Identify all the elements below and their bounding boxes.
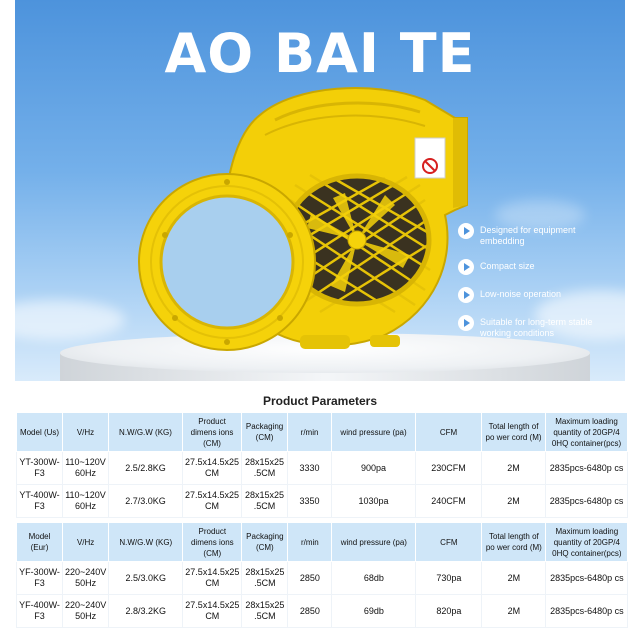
table-cell: 820pa xyxy=(416,595,482,628)
table-cell: 27.5x14.5x25 CM xyxy=(183,452,242,485)
table-cell: YF-300W-F3 xyxy=(17,562,63,595)
header-cell: N.W/G.W (KG) xyxy=(109,523,183,562)
table-cell: 900pa xyxy=(332,452,416,485)
table-cell: 2M xyxy=(482,595,546,628)
table-cell: 220~240V 50Hz xyxy=(63,595,109,628)
feature-list xyxy=(458,222,620,350)
header-cell: wind pressure (pa) xyxy=(332,523,416,562)
brand-title: AO BAI TE xyxy=(164,22,476,85)
feature-item xyxy=(458,258,620,275)
table-cell: 27.5x14.5x25 CM xyxy=(183,595,242,628)
table-row xyxy=(17,595,628,628)
table-cell: 730pa xyxy=(416,562,482,595)
table-cell: 230CFM xyxy=(416,452,482,485)
table-row xyxy=(17,485,628,518)
header-cell: Total length of po wer cord (M) xyxy=(482,413,546,452)
table-row xyxy=(17,452,628,485)
table-header-row xyxy=(17,413,628,452)
header-cell: CFM xyxy=(416,413,482,452)
play-icon xyxy=(458,259,474,275)
table-cell: 28x15x25 .5CM xyxy=(242,452,288,485)
header-cell: Model (Eur) xyxy=(17,523,63,562)
header-cell: wind pressure (pa) xyxy=(332,413,416,452)
table-header-row xyxy=(17,523,628,562)
table-cell: 2M xyxy=(482,562,546,595)
table-cell: 2835pcs-6480p cs xyxy=(546,595,628,628)
table-cell: 110~120V 60Hz xyxy=(63,452,109,485)
play-icon xyxy=(458,287,474,303)
table-cell: 3350 xyxy=(288,485,332,518)
table-cell: 2835pcs-6480p cs xyxy=(546,562,628,595)
header-cell: Total length of po wer cord (M) xyxy=(482,523,546,562)
table-row xyxy=(17,562,628,595)
header-cell: V/Hz xyxy=(63,413,109,452)
parameters-table-us xyxy=(16,412,628,518)
feature-text: Low-noise operation xyxy=(480,289,562,299)
table-cell: 1030pa xyxy=(332,485,416,518)
table-cell: 2.7/3.0KG xyxy=(109,485,183,518)
table-cell: 2.5/2.8KG xyxy=(109,452,183,485)
header-cell: N.W/G.W (KG) xyxy=(109,413,183,452)
feature-item xyxy=(458,314,620,339)
hero-banner xyxy=(15,0,625,381)
header-cell: V/Hz xyxy=(63,523,109,562)
table-cell: 2835pcs-6480p cs xyxy=(546,485,628,518)
table-cell: 2.5/3.0KG xyxy=(109,562,183,595)
header-cell: Packaging (CM) xyxy=(242,413,288,452)
table-cell: YT-400W-F3 xyxy=(17,485,63,518)
table-cell: 28x15x25 .5CM xyxy=(242,595,288,628)
table-cell: 2850 xyxy=(288,595,332,628)
table-cell: 3330 xyxy=(288,452,332,485)
table-cell: YF-400W-F3 xyxy=(17,595,63,628)
feature-text: Suitable for long-term stable working conditions xyxy=(480,317,593,338)
header-cell: Model (Us) xyxy=(17,413,63,452)
table-cell: YT-300W-F3 xyxy=(17,452,63,485)
table-cell: 2M xyxy=(482,485,546,518)
section-title: Product Parameters xyxy=(262,394,378,408)
table-cell: 69db xyxy=(332,595,416,628)
table-cell: 28x15x25 .5CM xyxy=(242,485,288,518)
feature-text: Compact size xyxy=(480,261,535,271)
header-cell: r/min xyxy=(288,413,332,452)
table-cell: 240CFM xyxy=(416,485,482,518)
feature-item xyxy=(458,222,620,247)
feature-item xyxy=(458,286,620,303)
table-cell: 27.5x14.5x25 CM xyxy=(183,562,242,595)
header-cell: Packaging (CM) xyxy=(242,523,288,562)
parameters-table-eur xyxy=(16,522,628,628)
table-cell: 28x15x25 .5CM xyxy=(242,562,288,595)
play-icon xyxy=(458,223,474,239)
table-cell: 2.8/3.2KG xyxy=(109,595,183,628)
header-cell: Product dimens ions (CM) xyxy=(183,413,242,452)
header-cell: Maximum loading quantity of 20GP/4 0HQ container(pcs) xyxy=(546,523,628,562)
header-cell: CFM xyxy=(416,523,482,562)
table-cell: 2850 xyxy=(288,562,332,595)
header-cell: Product dimens ions (CM) xyxy=(183,523,242,562)
table-cell: 2835pcs-6480p cs xyxy=(546,452,628,485)
header-cell: Maximum loading quantity of 20GP/4 0HQ container(pcs) xyxy=(546,413,628,452)
header-cell: r/min xyxy=(288,523,332,562)
table-cell: 110~120V 60Hz xyxy=(63,485,109,518)
table-cell: 27.5x14.5x25 CM xyxy=(183,485,242,518)
table-cell: 220~240V 50Hz xyxy=(63,562,109,595)
feature-text: Designed for equipment embedding xyxy=(480,225,576,246)
table-cell: 68db xyxy=(332,562,416,595)
table-cell: 2M xyxy=(482,452,546,485)
play-icon xyxy=(458,315,474,331)
